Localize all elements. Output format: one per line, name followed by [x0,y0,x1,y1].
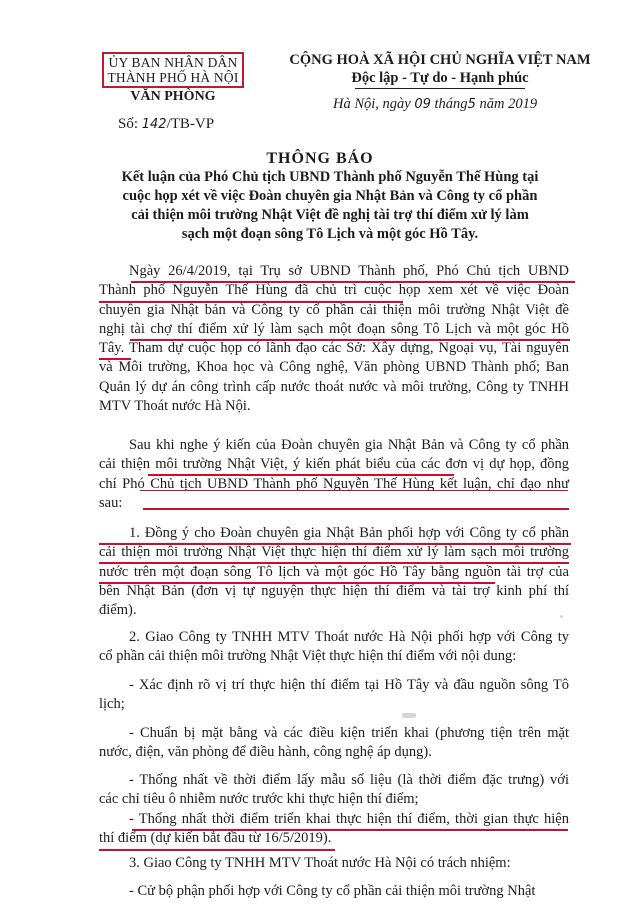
notice-title: THÔNG BÁO [266,150,374,167]
doc-number-suffix: /TB-VP [166,116,215,132]
body-line: Thành phố Nguyễn Thế Hùng đã chủ trì cuộc họp xem xét về việc Đoàn [99,282,569,299]
document-date [333,96,537,113]
body-line: nghị tài chợ thí điểm xử lý làm sạch một đoạn sông Tô Lịch và một góc Hồ [99,320,569,337]
bullet-preparation [99,724,569,763]
issuer-name-box [102,52,243,88]
national-heading [270,52,610,89]
body-line: nước, điện, văn phòng để điều hành, công nghệ áp dụng). [99,744,432,761]
annotation-underline [99,849,335,851]
annotation-underline [132,829,568,831]
subtitle-line: cải thiện môi trường Nhật Việt đề nghị tài trợ thí điểm xử lý làm [131,207,529,223]
scan-mark [560,615,563,618]
body-line: nước trên một đoạn sông Tô lịch và một góc Hồ Tây bằng nguồn tài trợ của [99,563,569,580]
annotation-underline [99,562,569,564]
bullet-assign [99,882,569,901]
annotation-underline [99,582,495,584]
body-line: bên Nhật Bản (đơn vị tự nguyện thực hiện thí điểm và tài trợ kinh phí thí [99,582,569,599]
nation-name: CỘNG HOÀ XÃ HỘI CHỦ NGHĨA VIỆT NAM [289,52,591,68]
body-line: Tây. Tham dự cuộc họp có lãnh đạo các Sở: Xây dựng, Ngoại vụ, Tài nguyên [99,340,569,357]
item-3 [99,854,569,873]
body-line: cổ phần cải thiện môi trường Nhật Việt thực hiện thí điểm với nội dung: [99,648,517,665]
document-number [118,116,214,133]
body-line: - Cử bộ phận phối hợp với Công ty cổ phần cải thiện môi trường Nhật [129,883,536,899]
body-line: cải thiện môi trường Nhật Việt thực hiện thí điểm xử lý làm sạch môi trường [99,544,569,561]
doc-number-handwritten: 142 [141,117,167,132]
date-day: 09 [414,97,431,112]
body-line: sau: [99,494,123,511]
annotation-underline [130,339,570,341]
annotation-underline [131,281,575,283]
body-line: MTV Thoát nước Hà Nội. [99,398,251,415]
doc-number-prefix: Số: [118,116,139,132]
subtitle-line: cuộc họp xét về việc Đoàn chuyên gia Nhật Bản và Công ty cổ phần [122,188,538,204]
annotation-underline [99,358,131,360]
body-line: - Xác định rõ vị trí thực hiện thí điểm tại Hồ Tây và đầu nguồn sông Tô [129,677,569,693]
date-month: 5 [467,97,476,112]
annotation-underline [99,301,403,303]
bullet-sampling [99,771,569,810]
issuer-block [98,52,248,105]
body-line: chuyên gia Nhật bản và Công ty cổ phần cải thiện môi trường Nhật Việt đề [99,301,569,318]
annotation-underline [143,508,569,510]
body-line: các chỉ tiêu ô nhiễm nước trước khi thực hiện thí điểm; [99,791,419,808]
date-month-label: tháng [434,96,468,112]
body-line: Quản lý dự án công trình cấp nước thoát nước và môi trường, Công ty TNHH [99,378,569,395]
issuer-office: VĂN PHÒNG [130,89,216,104]
date-year: năm 2019 [479,96,538,112]
annotation-underline [148,474,454,476]
motto-underline [355,88,525,89]
body-line: 2. Giao Công ty TNHH MTV Thoát nước Hà Nội phối hợp với Công ty [129,629,569,645]
item-1 [99,524,569,620]
body-line: thí điểm (dự kiến bắt đầu từ 16/5/2019). [99,830,332,847]
subtitle-line: Kết luận của Phó Chủ tịch UBND Thành phố Nguyễn Thế Hùng tại [121,169,539,185]
date-prefix: Hà Nội, ngày [333,96,411,112]
body-line: 3. Giao Công ty TNHH MTV Thoát nước Hà Nội có trách nhiệm: [129,855,511,871]
body-line: và Môi trường, Khoa học và Công nghệ, Văn phòng UBND Thành phố; Ban [99,359,569,376]
body-line: Sau khi nghe ý kiến của Đoàn chuyên gia Nhật Bản và Công ty cổ phần [129,437,569,453]
issuer-line-2: THÀNH PHỐ HÀ NỘI [107,70,239,85]
body-line: - Chuẩn bị mặt bằng và các điều kiện triển khai (phương tiện trên mặt [129,725,569,741]
body-line: - Thống nhất về thời điểm lấy mẫu số liệu (là thời điểm đặc trưng) với [129,772,569,788]
body-line: lịch; [99,696,125,713]
notice-subtitle [120,168,540,244]
body-line: 1. Đồng ý cho Đoàn chuyên gia Nhật Bản phối hợp với Công ty cổ phần [129,525,569,541]
body-line: cải thiện môi trường Nhật Việt, ý kiến phát biểu của các đơn vị dự họp, đồng [99,456,569,473]
item-2 [99,628,569,667]
body-line: điểm). [99,602,137,619]
scan-mark [402,713,416,718]
annotation-underline [99,543,571,545]
body-line: chí Phó Chủ tịch UBND Thành phố Nguyễn Thế Hùng kết luận, chỉ đạo như [99,475,569,492]
bullet-location [99,676,569,715]
body-line: - Thống nhất thời điểm triển khai thực hiện thí điểm, thời gian thực hiện [129,811,569,827]
national-motto: Độc lập - Tự do - Hạnh phúc [351,70,529,86]
issuer-line-1: ỦY BAN NHÂN DÂN [108,55,238,70]
body-line: Ngày 26/4/2019, tại Trụ sở UBND Thành phố, Phó Chủ tịch UBND [129,263,569,279]
annotation-underline [140,490,568,491]
subtitle-line: sạch một đoạn sông Tô Lịch và một góc Hồ Tây. [181,226,479,242]
